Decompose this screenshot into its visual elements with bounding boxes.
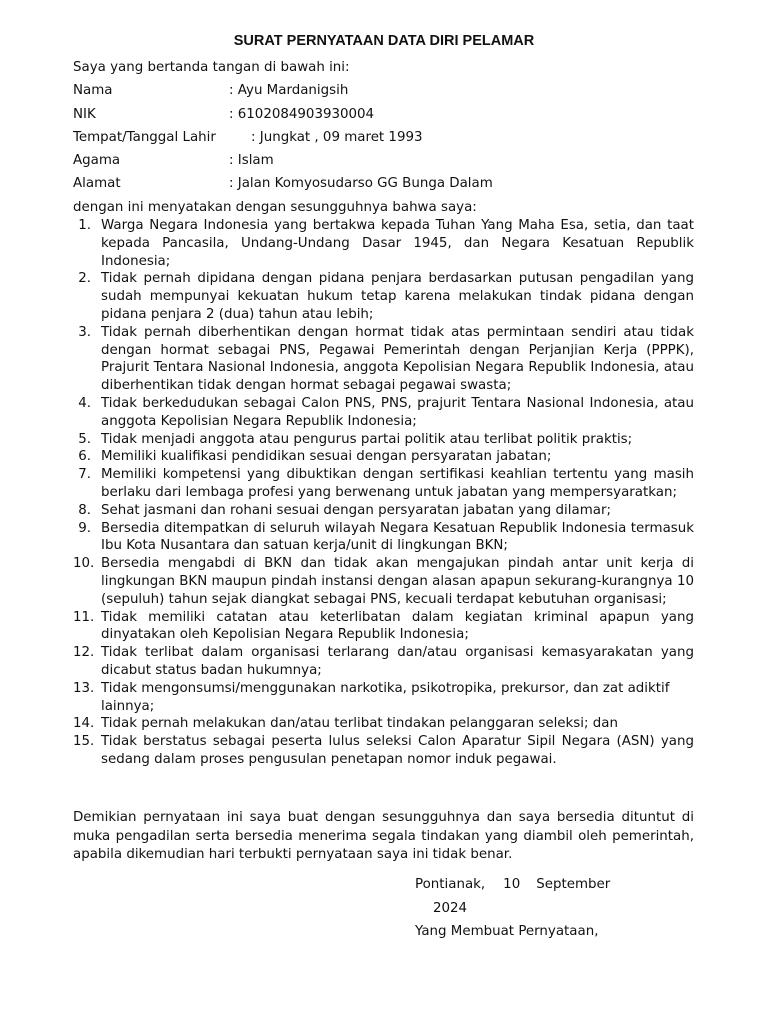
- list-item: [73, 555, 694, 608]
- signoff-city: Pontianak,: [415, 877, 486, 892]
- closing-paragraph: Demikian pernyataan ini saya buat dengan sesungguhnya dan saya bersedia dituntut di muka pengadilan serta bersedia menerima segala tindakan yang diambil oleh pemerintah, apabila dikemudian hari terbukti pernyataan saya ini tidak benar.: [73, 810, 694, 862]
- list-item: [73, 680, 694, 716]
- list-item: [73, 217, 694, 270]
- signoff-block: [415, 873, 630, 944]
- item-text: Tidak menjadi anggota atau pengurus partai politik atau terlibat politik praktis;: [101, 431, 633, 447]
- list-item: [73, 644, 694, 680]
- list-item: [73, 715, 694, 733]
- signoff-day: 10: [503, 877, 521, 892]
- list-item: [73, 431, 694, 449]
- item-number: 13.: [73, 680, 95, 696]
- item-text: Tidak terlibat dalam organisasi terlarang dan/atau organisasi kemasyarakatan yang dicabut status badan hukumnya;: [101, 645, 694, 678]
- intro-text: Saya yang bertanda tangan di bawah ini:: [73, 60, 350, 75]
- item-text: Tidak memiliki catatan atau keterlibatan dalam kegiatan kriminal apapun yang dinyatakan oleh Kepolisian Negara Republik Indonesia;: [101, 609, 694, 643]
- item-number: 1.: [78, 218, 91, 233]
- field-alamat: [73, 176, 493, 191]
- field-value: : Ayu Mardanigsih: [229, 83, 349, 98]
- item-text: Sehat jasmani dan rohani sesuai dengan persyaratan jabatan yang dilamar;: [101, 502, 611, 518]
- item-number: 15.: [73, 734, 95, 750]
- list-item: [73, 324, 694, 395]
- item-text: Warga Negara Indonesia yang bertakwa kepada Tuhan Yang Maha Esa, setia, dan taat kepada Pancasila, Undang-Undang Dasar 1945, dan Negara Kesatuan Republik Indonesia;: [101, 218, 694, 269]
- field-value: : Islam: [229, 153, 274, 168]
- item-text: Tidak berstatus sebagai peserta lulus seleksi Calon Aparatur Sipil Negara (ASN) yang sedang dalam proses pengusulan penetapan nomor induk pegawai.: [101, 734, 694, 767]
- field-nik: [73, 107, 375, 122]
- item-number: 4.: [78, 395, 91, 411]
- field-value: : Jungkat , 09 maret 1993: [251, 130, 423, 145]
- list-item: [73, 395, 694, 431]
- item-number: 3.: [78, 324, 91, 340]
- declaration-list: [73, 217, 694, 769]
- item-text: Tidak pernah melakukan dan/atau terlibat tindakan pelanggaran seleksi; dan: [101, 716, 618, 732]
- list-item: [73, 733, 694, 769]
- list-item: [73, 448, 694, 466]
- list-item: [73, 609, 694, 645]
- item-text: Tidak pernah dipidana dengan pidana penjara berdasarkan putusan pengadilan yang sudah mempunyai kekuatan hukum tetap karena melakukan tindak pidana dengan pidana penjara 2 (dua) tahun atau lebih;: [101, 271, 694, 322]
- field-label: Agama: [73, 153, 121, 168]
- item-text: Tidak pernah diberhentikan dengan hormat tidak atas permintaan sendiri atau tidak dengan hormat sebagai PNS, Pegawai Pemerintah dengan Perjanjian Kerja (PPPK), Prajurit Tentara Nasional Indonesia, anggota Kepolisian Negara Republik Indonesia, atau diberhentikan tidak dengan hormat sebagai pegawai swasta;: [101, 324, 694, 394]
- signoff-maker: Yang Membuat Pernyataan,: [415, 924, 599, 939]
- item-text: Memiliki kualifikasi pendidikan sesuai dengan persyaratan jabatan;: [101, 449, 552, 465]
- field-label: Tempat/Tanggal Lahir: [73, 130, 216, 145]
- item-text: Bersedia ditempatkan di seluruh wilayah Negara Kesatuan Republik Indonesia termasuk Ibu Kota Nusantara dan satuan kerja/unit di lingkungan BKN;: [101, 520, 694, 554]
- list-item: [73, 502, 694, 520]
- field-value: : Jalan Komyosudarso GG Bunga Dalam: [229, 176, 493, 191]
- item-number: 5.: [78, 431, 91, 447]
- item-number: 9.: [78, 520, 91, 536]
- item-number: 14.: [73, 716, 95, 732]
- declaration-intro: dengan ini menyatakan dengan sesungguhnya bahwa saya:: [73, 200, 477, 215]
- item-number: 10.: [73, 556, 95, 572]
- field-label: Alamat: [73, 176, 121, 191]
- signoff-month: September: [536, 877, 611, 892]
- field-tempat-tanggal-lahir: [73, 130, 423, 145]
- item-number: 2.: [78, 271, 91, 287]
- document-title: SURAT PERNYATAAN DATA DIRI PELAMAR: [233, 33, 535, 49]
- list-item: [73, 520, 694, 556]
- item-text: Tidak mengonsumsi/menggunakan narkotika, psikotropika, prekursor, dan zat adiktif lainnya;: [101, 680, 670, 714]
- field-value: : 6102084903930004: [229, 107, 375, 122]
- item-text: Tidak berkedudukan sebagai Calon PNS, PNS, prajurit Tentara Nasional Indonesia, atau anggota Kepolisian Negara Republik Indonesia;: [101, 395, 694, 429]
- item-number: 12.: [73, 645, 95, 661]
- item-number: 7.: [78, 467, 91, 483]
- item-number: 6.: [78, 449, 91, 465]
- field-agama: [73, 153, 274, 168]
- field-label: NIK: [73, 107, 96, 122]
- field-label: Nama: [73, 83, 113, 98]
- item-text: Bersedia mengabdi di BKN dan tidak akan mengajukan pindah antar unit kerja di lingkungan BKN maupun pindah instansi dengan alasan apapun sekurang-kurangnya 10 (sepuluh) tahun sejak diangkat sebagai PNS, kecuali terdapat kebutuhan organisasi;: [101, 556, 694, 607]
- item-text: Memiliki kompetensi yang dibuktikan dengan sertifikasi keahlian tertentu yang masih berlaku dari lembaga profesi yang berwenang untuk jabatan yang mempersyaratkan;: [101, 467, 694, 500]
- list-item: [73, 466, 694, 502]
- signoff-year: 2024: [433, 900, 468, 916]
- item-number: 11.: [73, 609, 95, 625]
- list-item: [73, 270, 694, 323]
- field-nama: [73, 83, 349, 98]
- item-number: 8.: [78, 502, 91, 518]
